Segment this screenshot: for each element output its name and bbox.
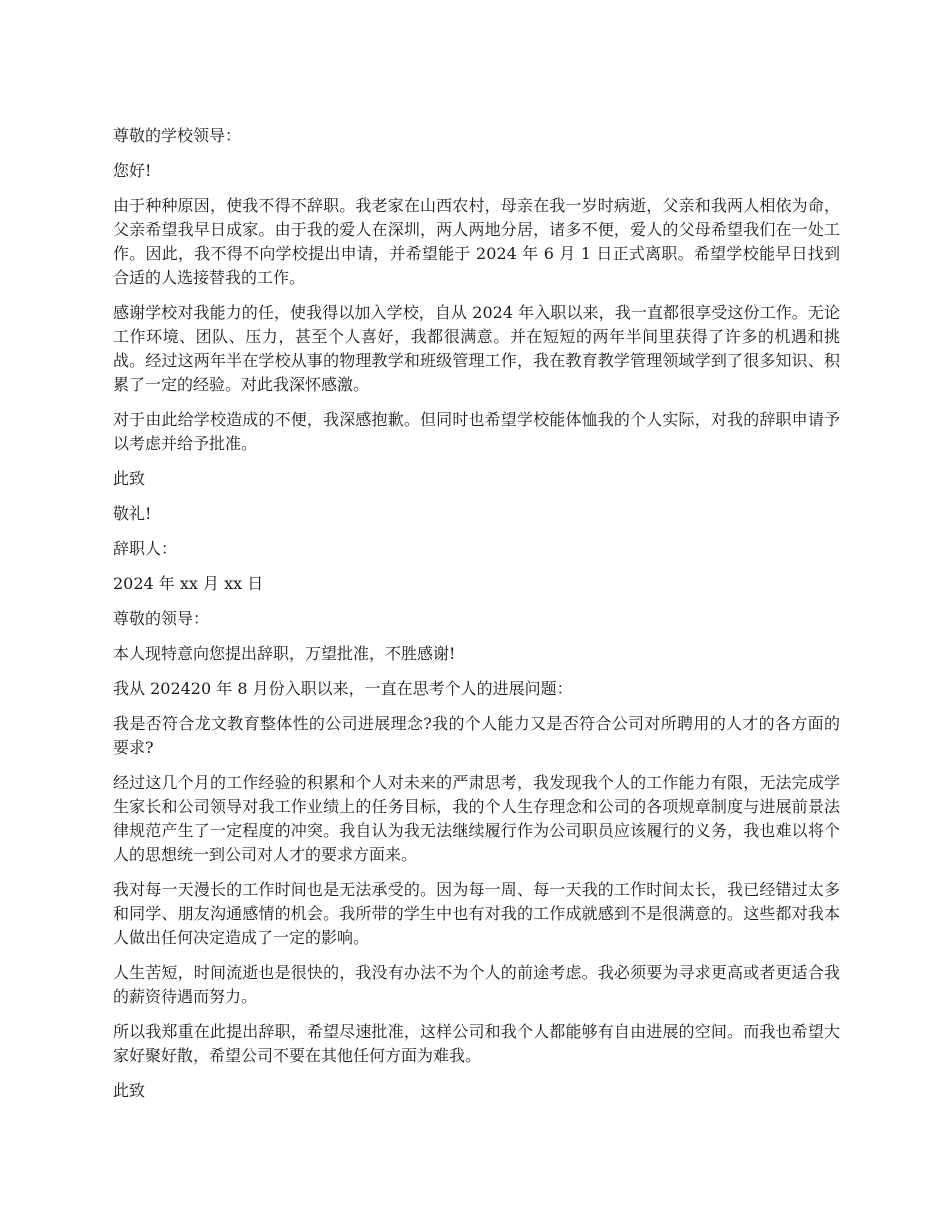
paragraph-question: 我是否符合龙文教育整体性的公司进展理念?我的个人能力又是否符合公司对所聘用的人才的各方面的要求?: [113, 714, 840, 757]
paragraph-since-joining: 我从 202420 年 8 月份入职以来，一直在思考个人的进展问题：: [113, 679, 573, 698]
closing-cizhi-second: 此致: [113, 1081, 146, 1100]
document-body: [113, 124, 840, 1114]
closing-jingli: 敬礼!: [113, 504, 152, 523]
salutation: 尊敬的学校领导：: [113, 126, 242, 145]
paragraph-life-short: 人生苦短，时间流逝也是很快的，我没有办法不为个人的前途考虑。我必须要为寻求更高或者更适合我的薪资待遇而努力。: [113, 963, 840, 1006]
paragraph-reason: 由于种种原因，使我不得不辞职。我老家在山西农村，母亲在我一岁时病逝，父亲和我两人相依为命，父亲希望我早日成家。由于我的爱人在深圳，两人两地分居，诸多不便，爱人的父母希望我们在一处工作。因此，我不得不向学校提出申请，并希望能于 2024 年 6 月 1 日正式离职。希望学校能早日找到合适的人选接替我的工作。: [113, 196, 840, 287]
paragraph-request: 本人现特意向您提出辞职，万望批准，不胜感谢!: [113, 644, 456, 663]
salutation-second: 尊敬的领导：: [113, 609, 210, 628]
paragraph-gratitude: 感谢学校对我能力的任，使我得以加入学校，自从 2024 年入职以来，我一直都很享受这份工作。无论工作环境、团队、压力，甚至个人喜好，我都很满意。并在短短的两年半间里获得了许多的机遇和挑战。经过这两年半在学校从事的物理教学和班级管理工作，我在教育教学管理领域学到了很多知识、积累了一定的经验。对此我深怀感激。: [113, 303, 840, 394]
paragraph-reflection: 经过这几个月的工作经验的积累和个人对未来的严肃思考，我发现我个人的工作能力有限，无法完成学生家长和公司领导对我工作业绩上的任务目标，我的个人生存理念和公司的各项规章制度与进展前景法律规范产生了一定程度的冲突。我自认为我无法继续履行作为公司职员应该履行的义务，我也难以将个人的思想统一到公司对人才的要求方面来。: [113, 773, 840, 864]
closing-cizhi: 此致: [113, 469, 146, 488]
date-line: 2024 年 xx 月 xx 日: [113, 574, 264, 593]
paragraph-apology: 对于由此给学校造成的不便，我深感抱歉。但同时也希望学校能体恤我的个人实际，对我的辞职申请予以考虑并给予批准。: [113, 410, 840, 453]
greeting: 您好!: [113, 161, 152, 180]
paragraph-formal-resignation: 所以我郑重在此提出辞职，希望尽速批准，这样公司和我个人都能够有自由进展的空间。而我也希望大家好聚好散，希望公司不要在其他任何方面为难我。: [113, 1022, 840, 1065]
signature-label: 辞职人：: [113, 539, 178, 558]
paragraph-work-hours: 我对每一天漫长的工作时间也是无法承受的。因为每一周、每一天我的工作时间太长，我已经错过太多和同学、朋友沟通感情的机会。我所带的学生中也有对我的工作成就感到不是很满意的。这些都对我本人做出任何决定造成了一定的影响。: [113, 880, 840, 947]
